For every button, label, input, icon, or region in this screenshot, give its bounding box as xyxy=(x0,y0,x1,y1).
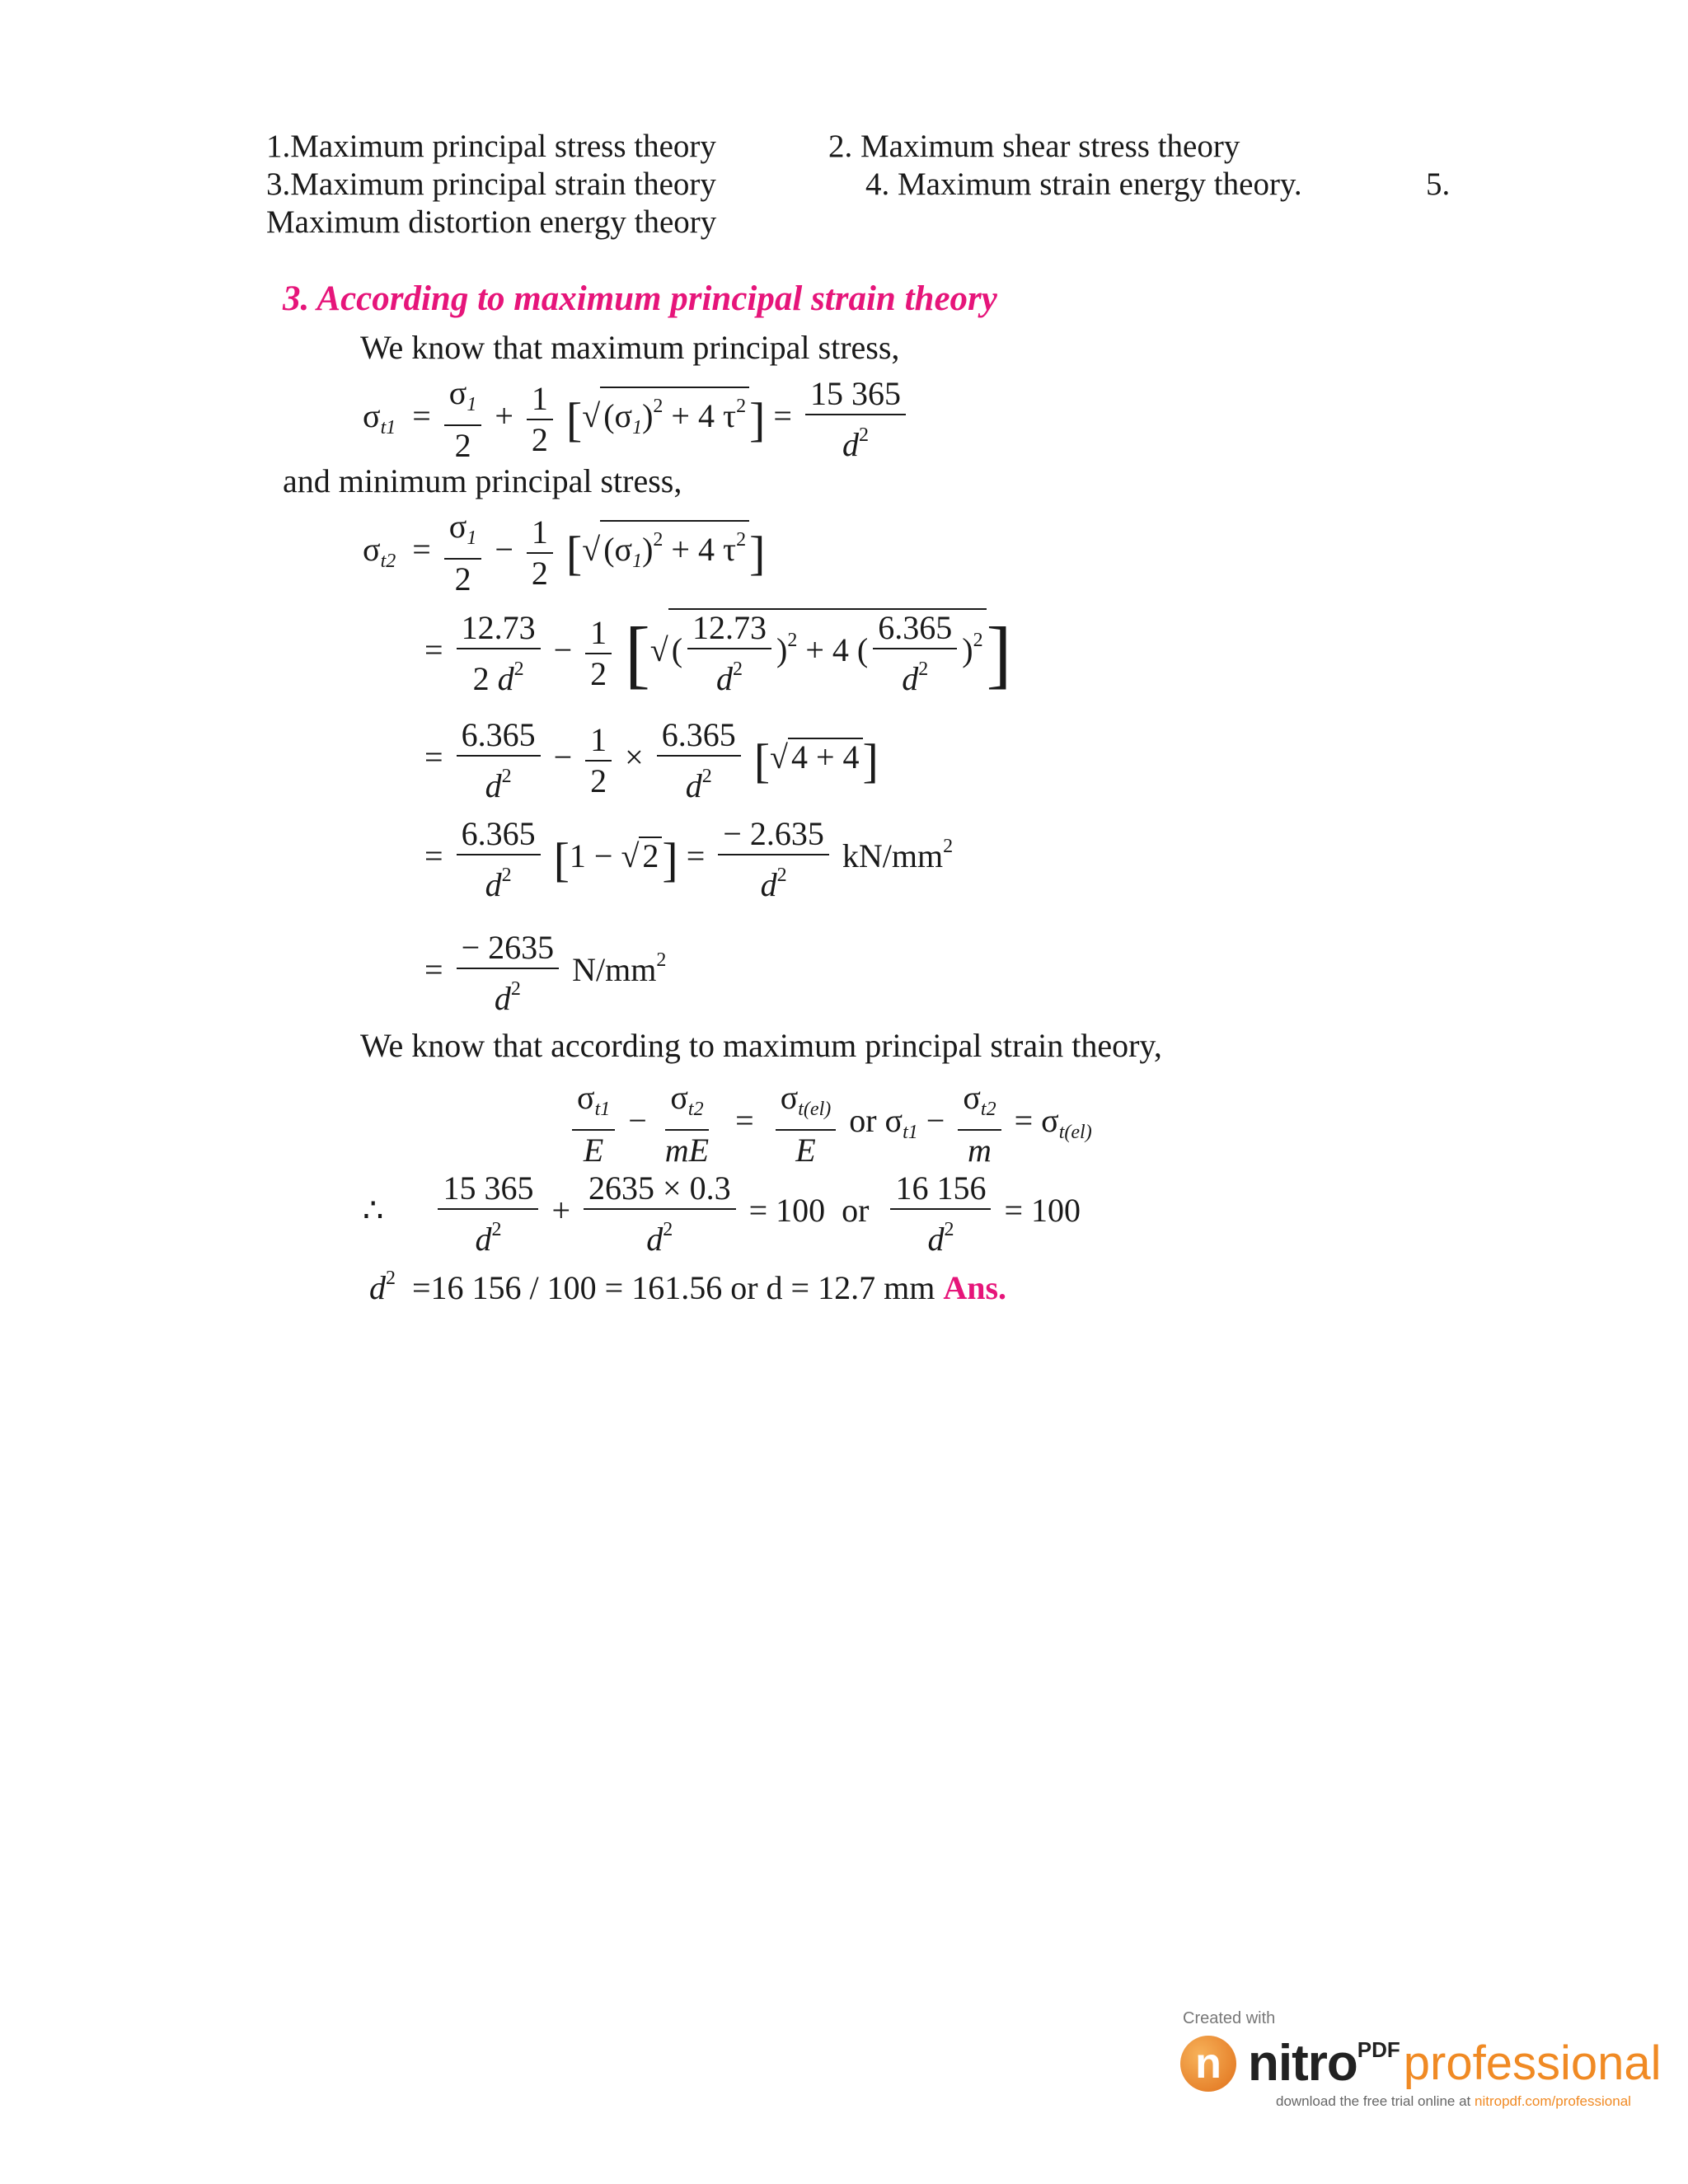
nitro-link[interactable]: nitropdf.com/professional xyxy=(1475,2093,1631,2109)
final-result: =16 156 / 100 = 161.56 or d = 12.7 mm xyxy=(412,1269,935,1306)
value-16156: 16 156 xyxy=(890,1170,991,1210)
value-1273: 12.73 xyxy=(457,610,541,649)
intro-min-stress: and minimum principal stress, xyxy=(283,462,682,499)
nitro-brand-tail: professional xyxy=(1403,2036,1662,2090)
theory-item-5: Maximum distortion energy theory xyxy=(266,204,717,240)
intro-max-stress: We know that maximum principal stress, xyxy=(360,329,900,366)
theory-item-4: 4. Maximum strain energy theory. xyxy=(865,166,1302,202)
theory-item-2: 2. Maximum shear stress theory xyxy=(828,129,1240,164)
value-2635x03: 2635 × 0.3 xyxy=(584,1170,736,1210)
value-15365-b: 15 365 xyxy=(438,1170,538,1210)
unit-n-mm2: $N/mm^2$ xyxy=(572,949,667,989)
theory-item-3: 3.Maximum principal strain theory xyxy=(266,166,716,202)
value-6365-b: 6.365 xyxy=(457,717,541,757)
equation-sigma-t2: $\sigma_{t2}$ = $\frac{\sigma_1}{2}$ − $\frac{1}{2}$ [√ $(\sigma_1)^2 + 4$ $\tau^2$] xyxy=(363,508,766,598)
value-6365-c: 6.365 xyxy=(657,717,741,757)
nitro-n-icon: n xyxy=(1180,2036,1236,2092)
equation-step-4: = $\frac{- 2635}{d^2}$ $N/mm^2$ xyxy=(424,929,667,1017)
answer-label: Ans. xyxy=(943,1269,1007,1306)
value-6365-d: 6.365 xyxy=(457,816,541,855)
nitro-brand: nitro xyxy=(1248,2035,1357,2092)
value-neg-2635k: − 2.635 xyxy=(718,816,829,855)
value-6365-a: 6.365 xyxy=(873,610,957,649)
value-neg-2635: − 2635 xyxy=(457,930,560,969)
created-with-label: Created with xyxy=(1183,2009,1276,2027)
value-1273-b: 12.73 xyxy=(687,610,771,649)
intro-strain-theory: We know that according to maximum principal strain theory, xyxy=(360,1027,1162,1064)
nitro-brand-sup: PDF xyxy=(1357,2037,1400,2062)
nitro-logo xyxy=(1180,2034,1662,2093)
equation-step-2: = $\frac{6.365}{d^2}$ − $\frac{1}{2}$ × $\frac{6.365}{d^2}$ [√ 4 + 4] xyxy=(424,716,879,804)
equation-sigma-t1: $\sigma_{t1}$ = $\frac{\sigma_1}{2}$ + $\frac{1}{2}$ [√ $(\sigma_1)^2 + 4$ $\tau^2$] = $\frac{15 365}{d^2}$ xyxy=(363,375,911,464)
value-15365: 15 365 xyxy=(805,376,906,415)
equation-step-1: = $\frac{12.73}{2 d^2}$ − $\frac{1}{2}$ [√( $\frac{12.73}{d^2}$ )$^2$ + 4 ( $\frac{6.365}{d^2}$ )$^2$] xyxy=(424,609,1012,697)
theory-item-5-number: 5. xyxy=(1426,166,1451,202)
section-heading: 3. According to maximum principal strain theory xyxy=(283,279,997,318)
eq-100-b: = 100 xyxy=(1004,1192,1081,1230)
equation-therefore: ∴ $\frac{15 365}{d^2}$ + $\frac{2635 \times 0.3}{d^2}$ = 100 or $\frac{16 156}{d^2}$ = 100 xyxy=(363,1169,1081,1258)
unit-kn-mm2: $kN/mm^2$ xyxy=(842,836,954,875)
equation-strain-theory: $\frac{\sigma_{t1}}{E}$ − $\frac{\sigma_{t2}}{mE}$ = $\frac{\sigma_{t(el)}}{E}$ or $\sigma_{t1}$ − $\frac{\sigma_{t2}}{m}$ = $\sigma_{t(el)}$ xyxy=(567,1080,1092,1169)
equation-step-3: = $\frac{6.365}{d^2}$ [1 − √ 2] = $\frac{- 2.635}{d^2}$ $kN/mm^2$ xyxy=(424,815,954,903)
equation-final: $d^2 =16$ 156 / 100 = 161.56 or d = 12.7 mm Ans. xyxy=(369,1268,1007,1306)
eq-100-a: = 100 xyxy=(748,1192,826,1230)
theory-item-1: 1.Maximum principal stress theory xyxy=(266,129,716,164)
nitro-tagline: download the free trial online at nitropdf.com/professional xyxy=(1276,2093,1631,2109)
